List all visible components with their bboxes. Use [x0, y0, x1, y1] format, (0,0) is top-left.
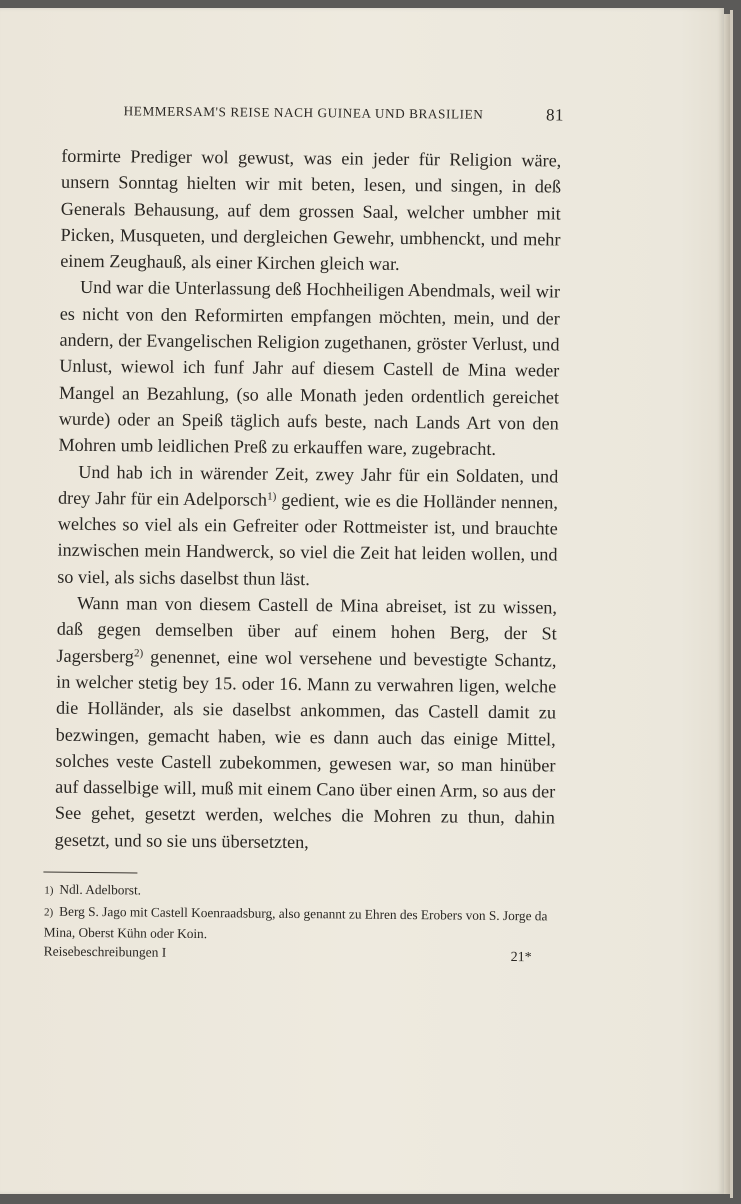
footnote-mark: 1): [44, 884, 54, 897]
footnote-text: Berg S. Jago mit Castell Koenraadsburg, also genannt zu Ehren des Erobers von S. Jorge da Mina, Oberst Kühn oder Koin.: [43, 903, 548, 942]
footnotes: [44, 880, 555, 947]
footnote-divider: [43, 872, 137, 874]
footnote-reference: 2): [133, 647, 144, 660]
page-footer: [44, 940, 544, 965]
paragraph: Und war die Unterlassung deß Hochheiligen Abendmals, weil wir es nicht von den Reformirten empfangen möchten, mein, und der andern, der Evangelischen Religion zugethanen, gröster Verlust, und Unlust, wiewol ich funf Jahr auf diesem Castell de Mina weder Mangel an Bezahlung, (so alle Monath jeden ordentlich gereichet wurde) oder an Speiß täglich aufs beste, nach Lands Art von den Mohren umb leidlichen Preß zu erkauffen ware, zugebracht.: [58, 277, 561, 460]
footnote-mark: 2): [43, 906, 54, 919]
paragraph-text: genennet, eine wol versehene und bevestigte Schantz, in welcher stetig bey 15. oder 16. Mann zu verwahren ligen, welche die Holländer, als sie daselbst ankommen, das Castell damit zu bezwingen, gemacht haben, wie es dann auch das einige Mittel, solches veste Castell zubekommen, gewesen war, so man hinüber auf dasselbige will, muß mit einem Cano über einen Arm, so aus der See gehet, gesetzt werden, welches die Mohren zu thun, dahin gesetzt, und so sie uns übersetzten,: [54, 646, 557, 852]
paragraph-text: Und hab ich in wärender Zeit, zwey Jahr für ein Soldaten, und drey Jahr für ein Adelporsch: [57, 461, 559, 510]
paragraph-text: gedient, wie es die Holländer nennen, welches so viel als ein Gefreiter oder Rottmeister ist, und brauchte inzwischen mein Handwerck, so viel die Zeit hat leiden wollen, und so viel, als sichs daselbst thun läst.: [57, 489, 559, 589]
paragraph: [55, 590, 558, 858]
paragraph-text: Wann man von diesem Castell de Mina abreiset, ist zu wissen, daß gegen demselben über auf einem hohen Berg, der St Jagersberg: [56, 592, 558, 667]
paragraph: [57, 458, 558, 594]
footnote-reference: 1): [267, 490, 277, 503]
footnote-text: Ndl. Adelborst.: [59, 881, 142, 898]
page-number: 81: [546, 105, 564, 125]
running-header: [124, 101, 564, 129]
sheet-number: 21*: [510, 950, 532, 966]
main-text: [55, 143, 562, 858]
printer-signature: Reisebeschreibungen I: [43, 943, 167, 960]
paragraph: formirte Prediger wol gewust, was ein jeder für Religion wäre, unsern Sonntag hielten wir mit beten, lesen, und singen, in deß Generals Behausung, auf dem grossen Saal, welcher umbher mit Picken, Musqueten, und dergleichen Gewehr, umbhenckt, und mehr einem Zeughauß, als einer Kirchen gleich war.: [60, 145, 562, 275]
running-title: HEMMERSAM'S REISE NACH GUINEA UND BRASILIEN: [123, 103, 484, 122]
